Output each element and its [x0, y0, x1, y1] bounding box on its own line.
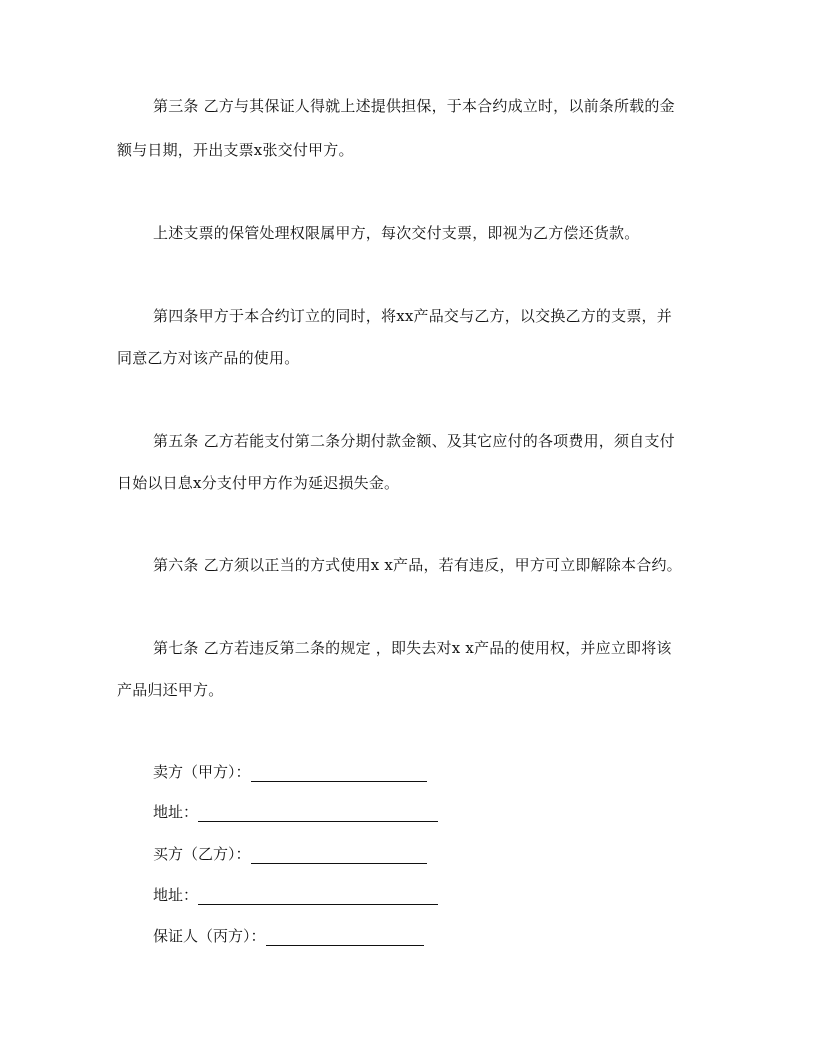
buyer-signature-blank[interactable]	[251, 845, 427, 864]
buyer-label: 买方（乙方）：	[153, 845, 251, 863]
guarantor-label: 保证人（丙方）：	[153, 927, 266, 945]
buyer-address-row	[153, 883, 438, 905]
article-6-line-1: 第六条 乙方须以正当的方式使用x x产品，若有违反，甲方可立即解除本合约。	[153, 556, 682, 574]
seller-address-blank[interactable]	[198, 803, 438, 822]
article-4-line-1: 第四条甲方于本合约订立的同时，将xx产品交与乙方，以交换乙方的支票，并	[153, 307, 672, 325]
article-5-line-1: 第五条 乙方若能支付第二条分期付款金额、及其它应付的各项费用，须自支付	[153, 432, 675, 450]
article-5-line-2: 日始以日息x分支付甲方作为延迟损失金。	[117, 474, 400, 492]
article-3-line-1: 第三条 乙方与其保证人得就上述提供担保，于本合约成立时，以前条所载的金	[153, 97, 675, 115]
buyer-address-label: 地址：	[153, 886, 199, 904]
guarantor-signature-row	[153, 924, 424, 946]
article-3-line-2: 额与日期，开出支票x张交付甲方。	[117, 141, 354, 159]
seller-signature-blank[interactable]	[251, 763, 427, 782]
buyer-address-blank[interactable]	[198, 886, 438, 905]
seller-address-label: 地址：	[153, 803, 199, 821]
seller-label: 卖方（甲方）：	[153, 763, 251, 781]
cheque-custody-line: 上述支票的保管处理权限属甲方，每次交付支票，即视为乙方偿还货款。	[153, 224, 640, 242]
article-4-line-2: 同意乙方对该产品的使用。	[117, 349, 300, 367]
guarantor-signature-blank[interactable]	[266, 927, 424, 946]
buyer-signature-row	[153, 842, 427, 864]
seller-address-row	[153, 800, 438, 822]
article-7-line-2: 产品归还甲方。	[117, 681, 224, 699]
article-7-line-1: 第七条 乙方若违反第二条的规定 ，即失去对x x产品的使用权，并应立即将该	[153, 639, 672, 657]
seller-signature-row	[153, 760, 427, 782]
